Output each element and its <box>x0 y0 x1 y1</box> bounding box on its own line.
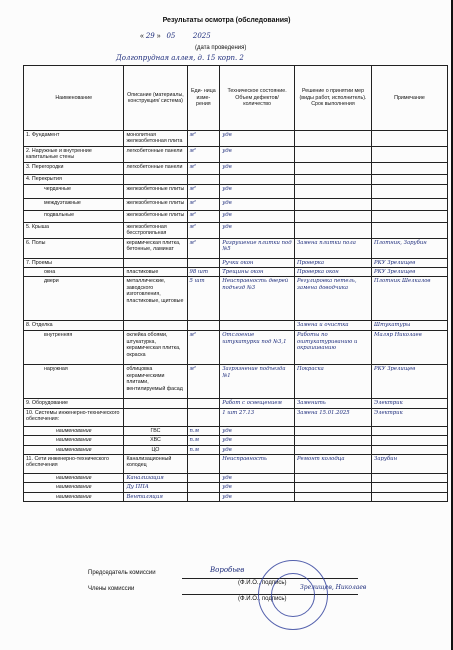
row-description: оклейка обоями, штукатурка, керамическая плитка, окраска <box>124 331 187 365</box>
row-state: Отслоение штукатурки под №3,1 <box>220 331 295 365</box>
table-row <box>24 162 448 174</box>
row-decision: Покраска <box>294 365 371 399</box>
row-description: Вентиляция <box>124 492 187 501</box>
row-decision: Заменить <box>294 399 371 408</box>
row-unit: м² <box>187 131 220 147</box>
row-state: удв <box>220 147 295 163</box>
table-row <box>24 483 448 492</box>
row-name: наименование <box>24 474 124 483</box>
row-unit <box>187 399 220 408</box>
row-unit: м² <box>187 147 220 163</box>
row-unit: 98 шт <box>187 268 220 277</box>
row-name: внутренняя <box>24 331 124 365</box>
row-note: РКУ Зрелищев <box>372 258 448 267</box>
row-state: удв <box>220 198 295 210</box>
table-row <box>24 408 448 426</box>
row-state <box>220 174 295 184</box>
row-note <box>372 174 448 184</box>
row-decision <box>294 131 371 147</box>
row-name: 5. Крыша <box>24 222 124 238</box>
members-label: Члены комиссии <box>88 586 135 592</box>
date-caption: (дата проведения) <box>195 45 247 51</box>
row-note: Плотник Шелкалов <box>372 277 448 321</box>
row-note: РКУ Зрелищев <box>372 268 448 277</box>
row-description <box>124 321 187 331</box>
row-note: Электрик <box>372 408 448 426</box>
row-name: чердачные <box>24 184 124 198</box>
row-description <box>124 399 187 408</box>
table-row <box>24 210 448 222</box>
row-state: удв <box>220 210 295 222</box>
row-state: удв <box>220 162 295 174</box>
row-unit <box>187 492 220 501</box>
row-name: 7. Проемы <box>24 258 124 267</box>
row-description: облицовка керамическими плитами, вентилируемый фасад <box>124 365 187 399</box>
row-decision <box>294 147 371 163</box>
column-header: Наименование <box>24 66 124 131</box>
row-unit <box>187 408 220 426</box>
table-row <box>24 131 448 147</box>
row-name: 11. Сети инженерно-технического обеспечения <box>24 455 124 474</box>
row-state: удв <box>220 426 295 435</box>
row-note: РКУ Зрелищев <box>372 365 448 399</box>
row-state: удв <box>220 483 295 492</box>
row-note <box>372 131 448 147</box>
row-unit <box>187 455 220 474</box>
row-description: ХВС <box>124 436 187 445</box>
row-name: 9. Оборудование <box>24 399 124 408</box>
row-note <box>372 445 448 454</box>
table-row <box>24 455 448 474</box>
row-state: удв <box>220 184 295 198</box>
row-state: Разрушение плитки под №5 <box>220 238 295 258</box>
row-unit <box>187 483 220 492</box>
row-state <box>220 321 295 331</box>
row-state: Загрязнение подъезда №1 <box>220 365 295 399</box>
row-name: 6. Полы <box>24 238 124 258</box>
table-row <box>24 492 448 501</box>
row-unit <box>187 474 220 483</box>
row-decision: Работы по оштукатуриванию и окрашиванию <box>294 331 371 365</box>
inspection-date: « 29 » 05 2025 <box>140 32 211 40</box>
date-month: 05 <box>166 32 176 40</box>
column-header: Еди- ница изме- рения <box>187 66 220 131</box>
table-row <box>24 445 448 454</box>
row-name: наименование <box>24 492 124 501</box>
row-note <box>372 147 448 163</box>
row-unit: м² <box>187 238 220 258</box>
row-state: удв <box>220 474 295 483</box>
row-name: наименование <box>24 483 124 492</box>
table-row <box>24 331 448 365</box>
row-decision <box>294 198 371 210</box>
row-unit: м² <box>187 198 220 210</box>
row-decision <box>294 483 371 492</box>
row-name: междуэтажные <box>24 198 124 210</box>
row-state: 1 шт 27.13 <box>220 408 295 426</box>
row-description: железобетонные плиты <box>124 198 187 210</box>
row-state: удв <box>220 131 295 147</box>
row-unit <box>187 174 220 184</box>
row-unit: м² <box>187 331 220 365</box>
row-note <box>372 198 448 210</box>
row-note <box>372 426 448 435</box>
row-unit: 5 шт <box>187 277 220 321</box>
column-header: Описание (материалы, конструкция/ система) <box>124 66 187 131</box>
table-row <box>24 147 448 163</box>
row-decision: Замена 15.01.2025 <box>294 408 371 426</box>
row-decision: Проверка <box>294 258 371 267</box>
column-header: Примечание <box>372 66 448 131</box>
row-description: монолитная железобетонная плита <box>124 131 187 147</box>
table-row <box>24 321 448 331</box>
row-decision: Замена плитки пола <box>294 238 371 258</box>
row-note <box>372 184 448 198</box>
chairman-signature: Воробьев <box>210 566 245 574</box>
row-decision <box>294 184 371 198</box>
row-description <box>124 408 187 426</box>
row-description: Канализационный колодец <box>124 455 187 474</box>
row-note <box>372 474 448 483</box>
address: Долгопрудная аллея, д. 15 корп. 2 <box>116 54 244 62</box>
row-decision: Ремонт колодца <box>294 455 371 474</box>
table-row <box>24 268 448 277</box>
row-name: 3. Перегородки <box>24 162 124 174</box>
row-name: 1. Фундамент <box>24 131 124 147</box>
row-name: 8. Отделка <box>24 321 124 331</box>
table-row <box>24 222 448 238</box>
row-unit: м² <box>187 162 220 174</box>
row-note: Маляр Николаев <box>372 331 448 365</box>
row-name: 2. Наружные и внутренние капитальные стены <box>24 147 124 163</box>
table-row <box>24 426 448 435</box>
date-year: 2025 <box>192 32 211 40</box>
row-note: Плотник, Зарубин <box>372 238 448 258</box>
row-description: пластиковые <box>124 268 187 277</box>
row-description: металлические, заводского изготовления, пластиковые, щитовые <box>124 277 187 321</box>
row-unit: п.м <box>187 426 220 435</box>
row-description: Ду ППА <box>124 483 187 492</box>
row-description <box>124 174 187 184</box>
row-state: удв <box>220 436 295 445</box>
row-description: легкобетонные панели <box>124 162 187 174</box>
page-title: Результаты осмотра (обследования) <box>162 17 291 24</box>
row-description: легкобетонные панели <box>124 147 187 163</box>
row-unit <box>187 258 220 267</box>
table-row <box>24 436 448 445</box>
row-name: подвальные <box>24 210 124 222</box>
row-decision <box>294 210 371 222</box>
row-state: Ручки окон <box>220 258 295 267</box>
row-note <box>372 162 448 174</box>
table-row <box>24 184 448 198</box>
table-row <box>24 474 448 483</box>
row-description: железобетонная бесстропильная <box>124 222 187 238</box>
row-description: ЦО <box>124 445 187 454</box>
row-state: удв <box>220 445 295 454</box>
row-decision <box>294 426 371 435</box>
row-decision <box>294 162 371 174</box>
row-description: железобетонные плиты <box>124 184 187 198</box>
members-signature: Зрелищев, Николаев <box>300 584 367 591</box>
table-row <box>24 365 448 399</box>
row-name: окна <box>24 268 124 277</box>
row-decision <box>294 445 371 454</box>
chairman-label: Председатель комиссии <box>88 570 156 576</box>
row-unit: м² <box>187 365 220 399</box>
table-row <box>24 399 448 408</box>
row-name: наименование <box>24 436 124 445</box>
row-state: Неисправность <box>220 455 295 474</box>
row-note <box>372 492 448 501</box>
row-name: наименование <box>24 445 124 454</box>
row-note <box>372 210 448 222</box>
row-description: керамическая плитка, бетонные, ламинат <box>124 238 187 258</box>
row-name: 10. Системы инженерно-технического обеспечения: <box>24 408 124 426</box>
table-row <box>24 238 448 258</box>
row-decision <box>294 492 371 501</box>
row-decision: Проверка окон <box>294 268 371 277</box>
date-day: 29 <box>145 32 155 40</box>
row-note: Зарубин <box>372 455 448 474</box>
column-header: Решение о принятии мер (виды работ, исполнитель). Срок выполнения <box>294 66 371 131</box>
row-decision <box>294 174 371 184</box>
column-header: Техническое состояние. Объем дефектов/ количество <box>220 66 295 131</box>
chairman-caption: (Ф.И.О., подпись) <box>238 580 287 586</box>
table-row <box>24 258 448 267</box>
row-name: наружная <box>24 365 124 399</box>
row-description: Канализация <box>124 474 187 483</box>
inspection-table <box>23 65 448 502</box>
row-decision: Замена и очистка <box>294 321 371 331</box>
row-name: двери <box>24 277 124 321</box>
row-name: 4. Перекрытия <box>24 174 124 184</box>
row-unit: м² <box>187 222 220 238</box>
row-name: наименование <box>24 426 124 435</box>
row-decision <box>294 222 371 238</box>
row-description <box>124 258 187 267</box>
row-unit: м² <box>187 210 220 222</box>
row-decision: Регулировка петель, замена доводчика <box>294 277 371 321</box>
round-stamp <box>258 560 328 630</box>
table-row <box>24 277 448 321</box>
row-unit: п.м <box>187 445 220 454</box>
row-unit <box>187 321 220 331</box>
row-state: удв <box>220 222 295 238</box>
row-note: Электрик <box>372 399 448 408</box>
row-decision <box>294 474 371 483</box>
row-unit: м² <box>187 184 220 198</box>
row-note: Штукатуры <box>372 321 448 331</box>
row-state: Трещины окон <box>220 268 295 277</box>
members-caption: (Ф.И.О., подпись) <box>238 596 287 602</box>
row-note <box>372 436 448 445</box>
table-row <box>24 198 448 210</box>
row-decision <box>294 436 371 445</box>
table-row <box>24 174 448 184</box>
row-note <box>372 483 448 492</box>
row-description: железобетонные плиты <box>124 210 187 222</box>
table-header-row <box>24 66 448 131</box>
row-unit: п.м <box>187 436 220 445</box>
row-state: Неисправность дверей подъезд №3 <box>220 277 295 321</box>
row-state: Работ с освещением <box>220 399 295 408</box>
row-note <box>372 222 448 238</box>
row-state: удв <box>220 492 295 501</box>
row-description: ГВС <box>124 426 187 435</box>
